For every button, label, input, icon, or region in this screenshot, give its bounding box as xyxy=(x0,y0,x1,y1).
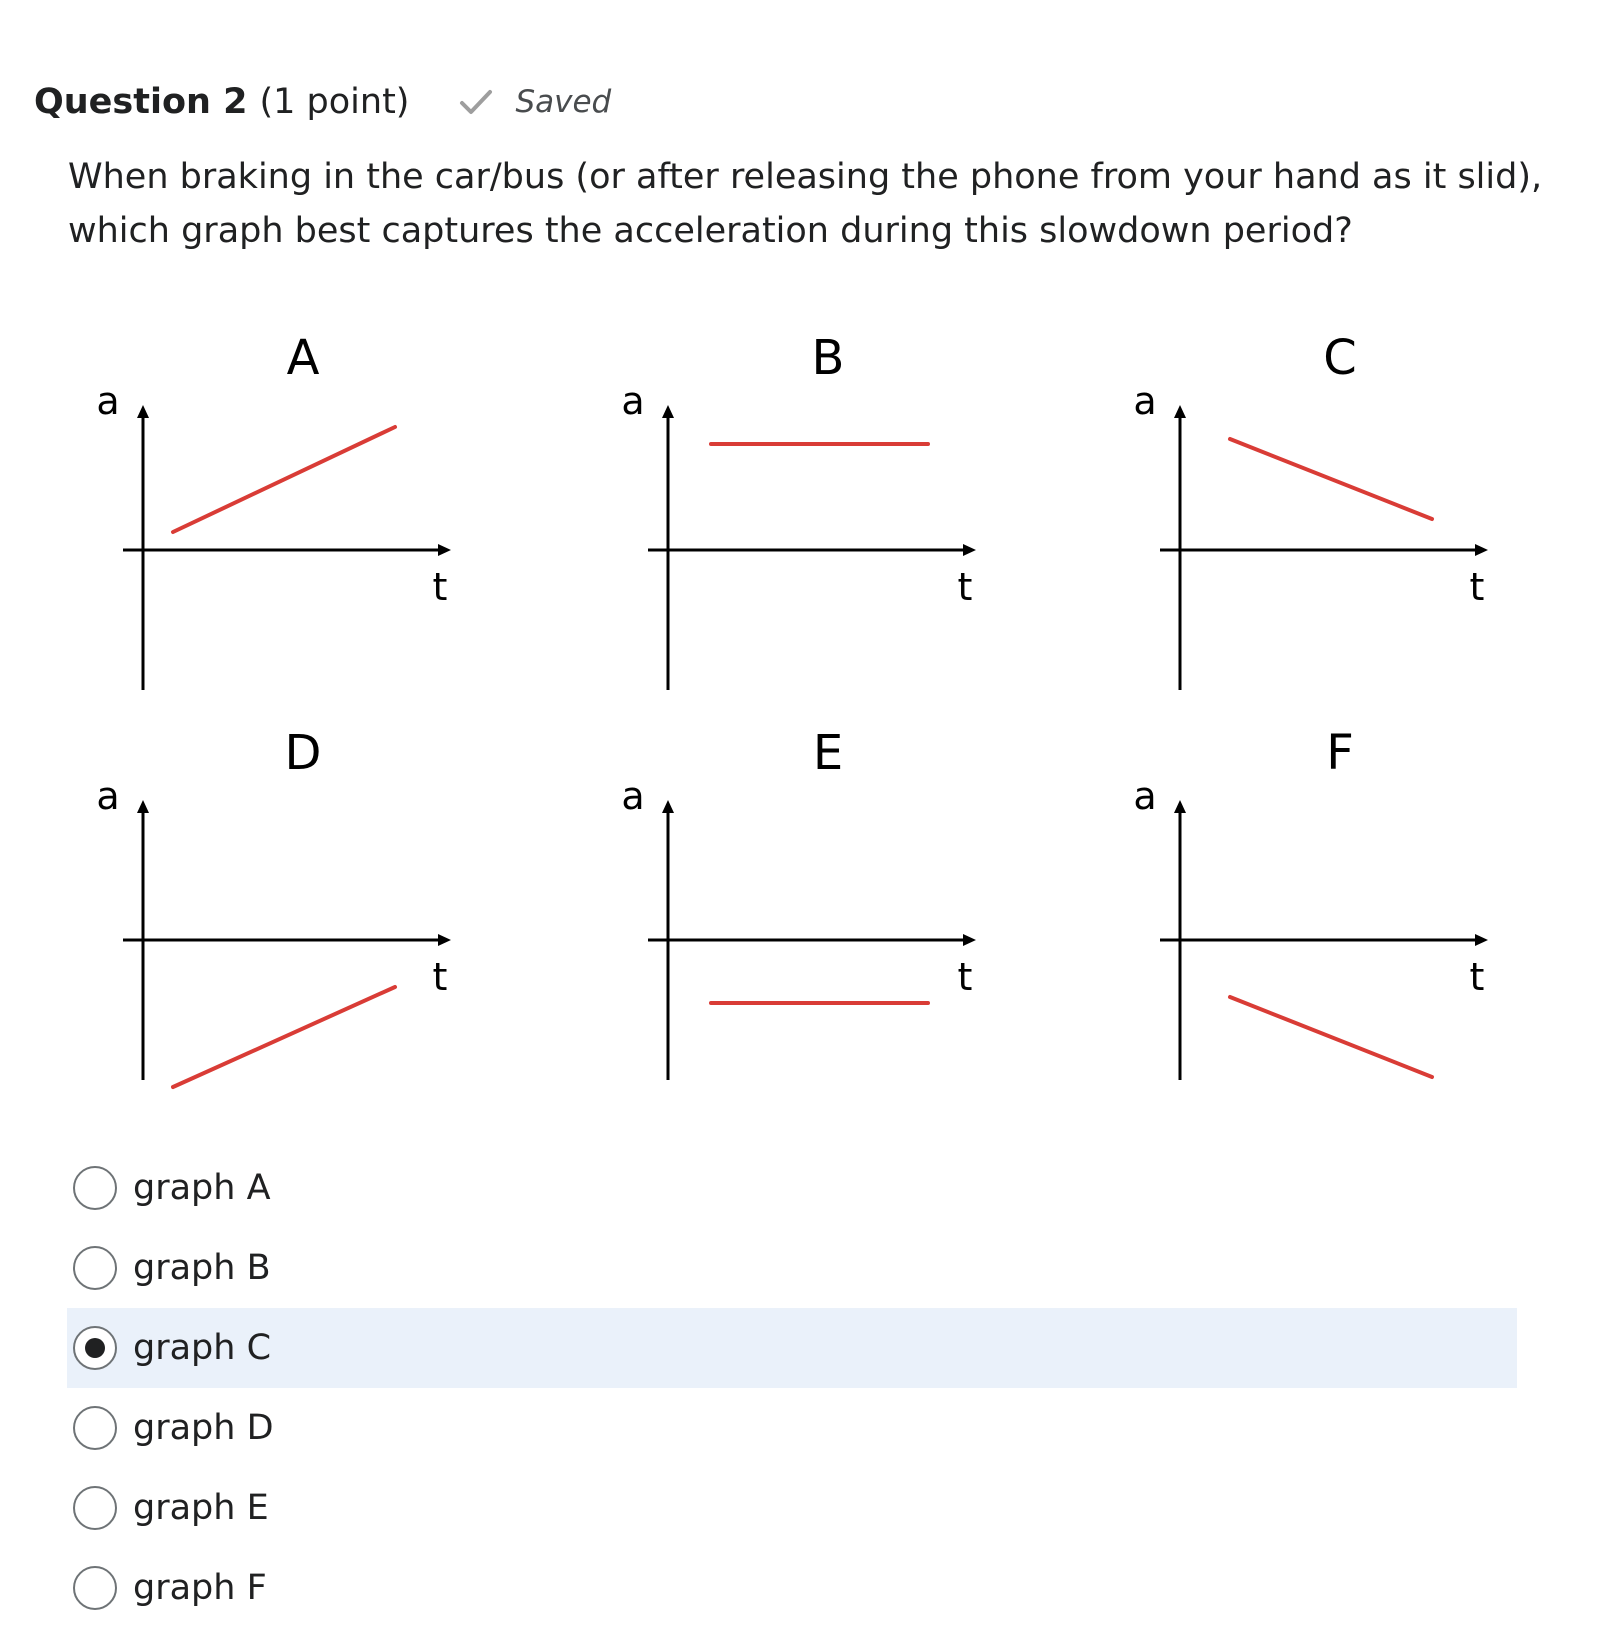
question-text: When braking in the car/bus (or after releasing the phone from your hand as it slid), which graph best captures the acceleration during this slowdown period? xyxy=(68,157,1543,251)
x-axis-label: t xyxy=(432,565,448,609)
x-axis-label: t xyxy=(432,955,448,999)
option-label[interactable]: graph C xyxy=(133,1328,272,1368)
check-icon xyxy=(459,88,493,116)
graph-letter: B xyxy=(811,330,845,386)
radio-button[interactable] xyxy=(73,1566,117,1610)
option-label[interactable]: graph B xyxy=(133,1248,271,1288)
acceleration-line xyxy=(1230,997,1432,1077)
answer-options xyxy=(67,1148,1517,1628)
y-axis-label: a xyxy=(1133,774,1157,818)
y-axis-arrow xyxy=(662,800,674,813)
y-axis-arrow xyxy=(137,405,149,418)
option-label[interactable]: graph A xyxy=(133,1168,271,1208)
radio-dot xyxy=(85,1338,105,1358)
acceleration-line xyxy=(173,427,395,532)
y-axis-label: a xyxy=(96,379,120,423)
y-axis-arrow xyxy=(1174,405,1186,418)
option-label[interactable]: graph E xyxy=(133,1488,269,1528)
graph-letter: C xyxy=(1323,330,1357,386)
radio-button[interactable] xyxy=(73,1486,117,1530)
graph-b xyxy=(621,330,976,690)
option-graph-f[interactable] xyxy=(67,1548,1517,1628)
option-graph-b[interactable] xyxy=(67,1228,1517,1308)
option-graph-a[interactable] xyxy=(67,1148,1517,1228)
x-axis-label: t xyxy=(957,955,973,999)
graph-f xyxy=(1133,725,1488,1080)
y-axis-arrow xyxy=(662,405,674,418)
option-label[interactable]: graph D xyxy=(133,1408,274,1448)
y-axis-label: a xyxy=(96,774,120,818)
x-axis-arrow xyxy=(963,544,976,556)
graph-e xyxy=(621,725,976,1080)
saved-status xyxy=(459,84,611,120)
graph-d xyxy=(96,725,451,1087)
y-axis-label: a xyxy=(621,774,645,818)
y-axis-label: a xyxy=(1133,379,1157,423)
y-axis-arrow xyxy=(1174,800,1186,813)
graph-letter: E xyxy=(812,725,844,781)
saved-label: Saved xyxy=(515,84,612,120)
x-axis-label: t xyxy=(1469,955,1485,999)
x-axis-arrow xyxy=(963,934,976,946)
option-label[interactable]: graph F xyxy=(133,1568,267,1608)
question-title: Question 2 xyxy=(34,82,248,122)
graph-letter: F xyxy=(1326,725,1354,781)
acceleration-line xyxy=(1230,439,1432,519)
x-axis-arrow xyxy=(438,544,451,556)
x-axis-label: t xyxy=(957,565,973,609)
acceleration-line xyxy=(173,987,395,1087)
x-axis-label: t xyxy=(1469,565,1485,609)
graph-c xyxy=(1133,330,1488,690)
x-axis-arrow xyxy=(438,934,451,946)
graph-letter: A xyxy=(286,330,320,386)
graph-letter: D xyxy=(284,725,322,781)
radio-button[interactable] xyxy=(73,1326,117,1370)
question-header xyxy=(34,74,611,130)
radio-button[interactable] xyxy=(73,1406,117,1450)
option-graph-e[interactable] xyxy=(67,1468,1517,1548)
radio-button[interactable] xyxy=(73,1166,117,1210)
x-axis-arrow xyxy=(1475,934,1488,946)
graph-a xyxy=(96,330,451,690)
graphs-figure xyxy=(0,300,1620,1110)
y-axis-label: a xyxy=(621,379,645,423)
radio-button[interactable] xyxy=(73,1246,117,1290)
x-axis-arrow xyxy=(1475,544,1488,556)
question-points: (1 point) xyxy=(259,82,410,122)
option-graph-d[interactable] xyxy=(67,1388,1517,1468)
option-graph-c[interactable] xyxy=(67,1308,1517,1388)
graphs-svg xyxy=(0,300,1620,1110)
y-axis-arrow xyxy=(137,800,149,813)
